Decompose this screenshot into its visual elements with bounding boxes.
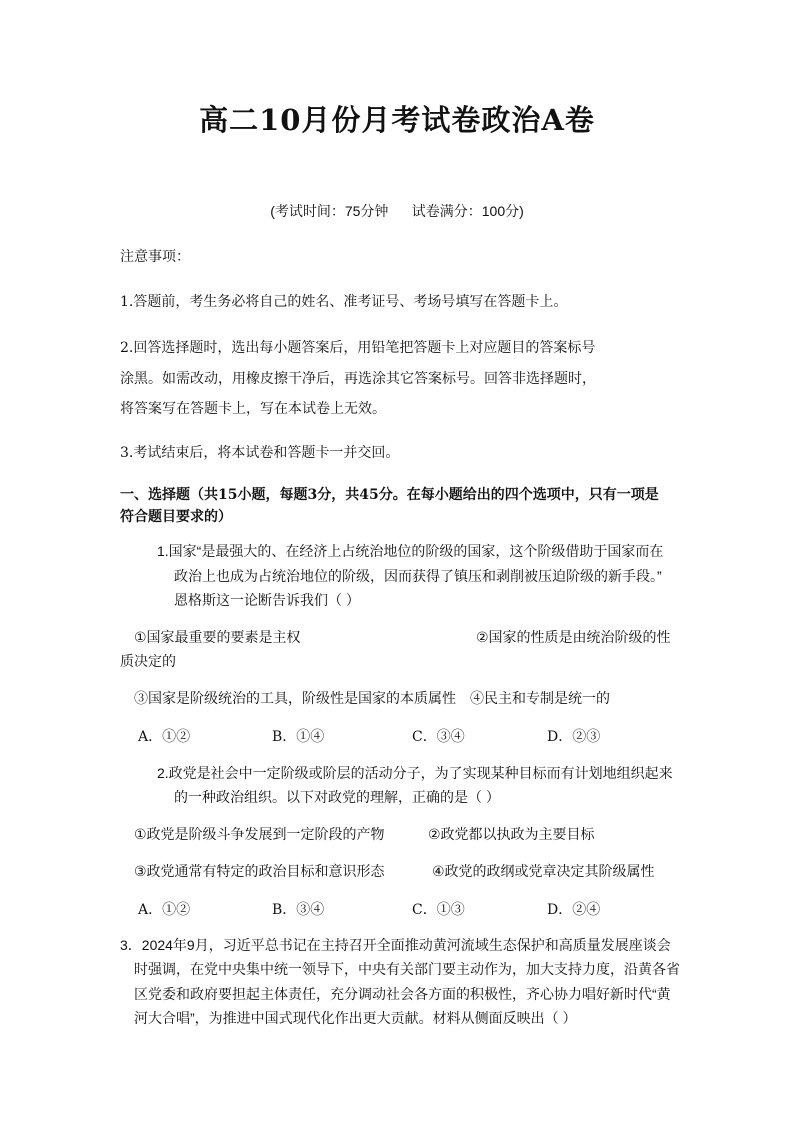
q3-stem-line-2: 时强调，在党中央集中统一领导下，中央有关部门要主动作为，加大支持力度，沿黄各省 <box>134 961 680 977</box>
q1-option-d[interactable]: D．②③ <box>547 729 601 745</box>
notice-item-2-line-3: 将答案写在答题卡上，写在本试卷上无效。 <box>120 401 386 417</box>
section-heading-line-2: 符合题目要求的） <box>120 509 232 525</box>
notice-item-3: 3.考试结束后，将本试卷和答题卡一并交回。 <box>120 445 400 461</box>
q2-option-a[interactable]: A．①② <box>138 902 191 918</box>
q1-option-a[interactable]: A．①② <box>138 729 191 745</box>
notice-item-2-line-2: 涂黑。如需改动，用橡皮擦干净后，再选涂其它答案标号。回答非选择题时， <box>120 371 596 387</box>
notice-item-1: 1.答题前，考生务必将自己的姓名、准考证号、考场号填写在答题卡上。 <box>120 294 568 310</box>
q1-statement-2-cont: 质决定的 <box>120 653 176 669</box>
q2-statement-2: ②政党都以执政为主要目标 <box>428 826 595 842</box>
notice-heading: 注意事项： <box>120 249 190 265</box>
q1-stem-line-1: 1.国家“是最强大的、在经济上占统治地位的阶级的国家，这个阶级借助于国家而在 <box>157 543 664 559</box>
q2-statement-3: ③政党通常有特定的政治目标和意识形态 <box>134 863 385 879</box>
notice-item-2-line-1: 2.回答选择题时，选出每小题答案后，用铅笔把答题卡上对应题目的答案标号 <box>120 340 596 356</box>
q1-statement-2: ②国家的性质是由统治阶级的性 <box>476 629 671 645</box>
q2-stem-line-1: 2.政党是社会中一定阶级或阶层的活动分子，为了实现某种目标而有计划地组织起来 <box>157 765 673 781</box>
page-title: 高二10月份月考试卷政治A卷 <box>199 103 595 137</box>
q1-stem-line-3: 恩格斯这一论断告诉我们（ ） <box>174 592 360 608</box>
q2-statement-1: ①政党是阶级斗争发展到一定阶段的产物 <box>134 826 385 842</box>
q2-option-c[interactable]: C．①③ <box>412 902 465 918</box>
q2-option-b[interactable]: B．③④ <box>272 902 325 918</box>
section-heading-line-1: 一、选择题（共15小题，每题3分，共45分。在每小题给出的四个选项中，只有一项是 <box>120 487 659 503</box>
q2-stem-line-2: 的一种政治组织。以下对政党的理解，正确的是（ ） <box>174 789 500 805</box>
q2-option-d[interactable]: D．②④ <box>547 902 601 918</box>
q3-stem-line-3: 区党委和政府要担起主体责任，充分调动社会各方面的积极性，齐心协力唱好新时代“黄 <box>134 986 671 1002</box>
q1-statement-4: ④民主和专制是统一的 <box>470 691 610 707</box>
q1-statement-1: ①国家最重要的要素是主权 <box>134 629 301 645</box>
q1-option-c[interactable]: C．③④ <box>412 729 465 745</box>
q3-stem-line-1: 3．2024年9月，习近平总书记在主持召开全面推动黄河流域生态保护和高质量发展座谈会 <box>120 937 671 953</box>
q1-option-b[interactable]: B．①④ <box>272 729 325 745</box>
q3-stem-line-4: 河大合唱”，为推进中国式现代化作出更大贡献。材料从侧面反映出（ ） <box>134 1010 577 1026</box>
q1-stem-line-2: 政治上也成为占统治地位的阶级，因而获得了镇压和剥削被压迫阶级的新手段。” <box>174 568 662 584</box>
q1-statement-3: ③国家是阶级统治的工具，阶级性是国家的本质属性 <box>134 691 456 707</box>
q2-statement-4: ④政党的政纲或党章决定其阶级属性 <box>432 863 655 879</box>
exam-info: (考试时间：75分钟 试卷满分：100分) <box>270 203 524 219</box>
